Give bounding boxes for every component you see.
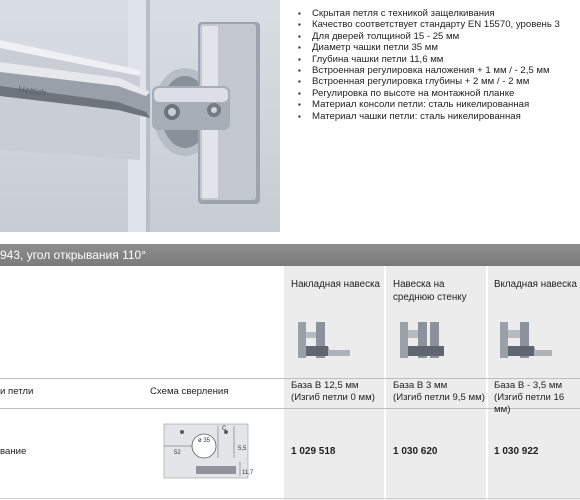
column-header: Вкладная навеска <box>494 279 577 290</box>
drill-distance-label: 52 <box>174 450 181 456</box>
section-title: 943, угол открывания 110° <box>0 248 147 262</box>
bullet-icon: ▪ <box>298 111 301 121</box>
row-divider <box>0 408 580 409</box>
section-header-bar <box>0 244 580 266</box>
column-header: Накладная навеска <box>291 279 380 290</box>
hinge-variant-table <box>0 266 580 500</box>
bullet-icon: ▪ <box>298 9 301 18</box>
base-value: База В 12,5 мм (Изгиб петли 0 мм) <box>291 380 375 403</box>
feature-list <box>298 8 580 122</box>
drill-c-label: C <box>222 426 227 432</box>
base-value: База В 3 мм (Изгиб петли 9,5 мм) <box>393 380 485 403</box>
half-overlay-hinge-icon <box>396 316 456 362</box>
feature-item: ▪ Диаметр чашки петли 35 мм <box>298 42 438 54</box>
bullet-icon: ▪ <box>298 31 301 41</box>
bullet-icon: ▪ <box>298 43 301 53</box>
bullet-icon: ▪ <box>298 88 301 98</box>
feature-item: ▪ Глубина чашки петли 11,6 мм <box>298 53 444 65</box>
base-value: База В - 3,5 мм (Изгиб петли 16 мм) <box>494 380 565 415</box>
feature-item: ▪ Регулировка по высоте на монтажной планке <box>298 87 515 99</box>
feature-item: ▪ Для дверей толщиной 15 - 25 мм <box>298 30 460 42</box>
feature-item: ▪ Встроенная регулировка глубины + 2 мм / - 2 мм <box>298 76 530 88</box>
inset-hinge-icon <box>496 316 556 362</box>
bullet-icon: ▪ <box>298 77 301 87</box>
product-photo <box>0 0 280 232</box>
overlay-hinge-icon <box>294 316 354 362</box>
feature-item: ▪ Скрытая петля с техникой защелкивания <box>298 8 495 19</box>
feature-item: ▪ Материал чашки петли: сталь никелированная <box>298 110 521 122</box>
drill-depth-label: 11,7 <box>242 470 254 476</box>
row-divider <box>0 498 580 499</box>
row-divider <box>0 378 580 379</box>
row-label: и петли <box>0 386 34 397</box>
feature-item: ▪ Качество соответствует стандарту EN 15570, уровень 3 <box>298 19 560 31</box>
drill-diameter-label: ø 35 <box>198 438 211 444</box>
feature-item: ▪ Материал консоли петли: сталь никелированная <box>298 99 530 111</box>
brand-engraving: Hettich <box>17 84 47 98</box>
article-number: 1 030 922 <box>494 446 539 457</box>
article-number: 1 030 620 <box>393 446 438 457</box>
article-number: 1 029 518 <box>291 446 336 457</box>
bullet-icon: ▪ <box>298 20 301 30</box>
drill-width-label: 5,5 <box>238 446 247 452</box>
feature-item: ▪ Встроенная регулировка наложения + 1 мм / - 2,5 мм <box>298 65 550 77</box>
hinge-photo-illustration <box>0 0 280 232</box>
column-header: Навеска на среднюю стенку <box>393 279 467 303</box>
bullet-icon: ▪ <box>298 100 301 110</box>
drilling-diagram <box>160 418 266 484</box>
row-label: вание <box>0 446 27 457</box>
bullet-icon: ▪ <box>298 54 301 64</box>
bullet-icon: ▪ <box>298 66 301 76</box>
drilling-header: Схема сверления <box>150 386 229 397</box>
